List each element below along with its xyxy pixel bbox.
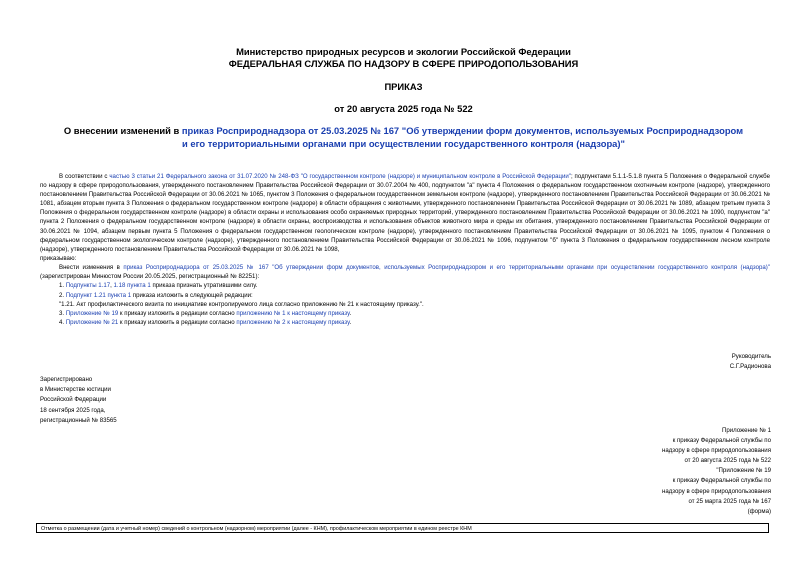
signature-block [611,352,771,372]
registration-line-5: регистрационный № 83565 [40,416,117,424]
ministry-name: Министерство природных ресурсов и экологии Российской Федерации [236,46,571,57]
item3-number: 3. [59,309,66,317]
doc-title [60,125,747,150]
registration-line-2: в Министерстве юстиции [40,386,111,394]
subpoint-118-link[interactable]: 1.18 пункта 1 [113,282,151,290]
appendix-line-4: от 20 августа 2025 года № 522 [684,457,771,465]
appendix-line-2: к приказу Федеральной службы по [672,437,771,445]
item4-end: . [349,318,352,326]
appendix-line-9: (форма) [747,507,771,515]
prikazyvayu: приказываю: [40,254,77,262]
appendix-21-link[interactable]: Приложение № 21 [65,318,119,326]
list-item-3 [40,309,770,318]
order-167-link[interactable]: приказ Росприроднадзора от 25.03.2025 № 167 "Об утверждении форм документов, используемых Росприроднадзором и его территориальными органами при осуществлении государственного контроля (надзора)" [123,264,770,272]
appendix-19-link[interactable]: Приложение № 19 [65,309,119,317]
doc-type: ПРИКАЗ [384,81,423,92]
item2-number: 2. [59,291,66,299]
appendix-1-link[interactable]: приложению № 1 к настоящему приказу [236,309,350,317]
item4-text: к приказу изложить в редакции согласно [118,318,237,326]
signature-position: Руководитель [731,353,771,360]
service-name: ФЕДЕРАЛЬНАЯ СЛУЖБА ПО НАДЗОРУ В СФЕРЕ ПРИРОДОПОЛЬЗОВАНИЯ [228,58,579,69]
appendix-line-3: надзору в сфере природопользования [661,447,771,455]
list-item-2 [40,291,770,300]
appendix-2-link[interactable]: приложению № 2 к настоящему приказу [236,318,350,326]
subpoint-117-link[interactable]: Подпункты 1.17 [65,282,111,290]
appendix-line-6: к приказу Федеральной службы по [672,477,771,485]
item1-text: приказа признать утратившими силу. [150,282,258,290]
item3-text: к приказу изложить в редакции согласно [118,309,237,317]
para1-text-1: В соответствии с [59,173,110,180]
list-item-1 [40,281,770,290]
registration-line-1: Зарегистрировано [40,376,93,383]
doc-date-number: от 20 августа 2025 года № 522 [334,103,473,114]
law-248-link[interactable]: частью 3 статьи 21 Федерального закона от 31.07.2020 № 248-ФЗ "О государственном контроле (надзоре) и муниципальном контроле в Российской Федерации" [109,173,571,180]
title-prefix: О внесении изменений в [63,125,182,136]
quote-new-text: "1.21. Акт профилактического визита по инициативе контролируемого лица согласно приложению № 21 к настоящему приказу.". [59,300,424,308]
para1-text-2: ; подпунктами 5.1.1-5.1.8 пункта 5 Положения о Федеральной службе по надзору в сфере природопользования, утвержденного постановлением Правительства Российской Федерации от 30.07.2004 № 400, подпунктом "а" пункта 4 Положения о федеральном государственном охотничьем контроле (надзоре), утвержденного постановлением Правительства Российской Федерации от 30.06.2021 № 1065, пунктом 3 Положения о федеральном государственном земельном контроле (надзоре), утвержденного постановлением Правительства Российской Федерации от 30.06.2021 № 1081, абзацем вторым пункта 3 Положения о федеральном государственном контроле (надзоре) в области обращения с животными, утвержденного постановлением Правительства Российской Федерации от 30.06.2021 № 1089, абзацем третьим пункта 3 Положения о федеральном государственном контроле (надзоре) в области охраны и использования особо охраняемых природных территорий, утвержденного постановлением Правительства Российской Федерации от 30.06.2021 № 1090, подпунктом "а" пункта 2 Положения о федеральном государственном контроле (надзоре) в области охраны, воспроизводства и использования объектов животного мира и среды их обитания, утвержденного постановлением Правительства Российской Федерации от 30.06.2021 № 1094, абзацем первым пункта 5 Положения о федеральном государственном геологическом контроле (надзоре), утвержденного постановлением Правительства Российской Федерации от 30.06.2021 № 1095, пунктом 4 Положения о федеральном государственном экологическом контроле (надзоре), утвержденного постановлением Правительства Российской Федерации от 30.06.2021 № 1096, подпунктом "б" пункта 3 Положения о федеральном государственном лесном контроле (надзоре), утвержденного постановлением Правительства Российской Федерации от 30.06.2021 № 1098, [40,173,770,253]
item2-text: приказа изложить в следующей редакции: [131,291,253,299]
registration-line-3: Российской Федерации [40,396,107,404]
appendix-header [611,426,771,517]
registry-mark-box: Отметка о размещении (дата и учетный номер) сведений о контрольном (надзорном) мероприятии (далее - КНМ), профилактическом мероприятии в едином реестре КНМ [36,523,769,533]
appendix-line-5: "Приложение № 19 [716,467,771,475]
para2-text-2: (зарегистрирован Минюстом России 20.05.2025, регистрационный № 82251): [40,273,260,281]
appendix-line-7: надзору в сфере природопользования [661,487,771,495]
list-item-4 [40,318,770,327]
signature-name: С.Г.Радионова [729,363,771,371]
paragraph-basis [40,172,770,254]
doc-body [40,172,770,327]
paragraph-changes [40,263,770,281]
appendix-line-8: от 25 марта 2025 года № 167 [688,497,771,505]
subpoint-121-link[interactable]: Подпункт 1.21 пункта 1 [65,291,132,299]
registration-line-4: 18 сентября 2025 года, [40,406,106,414]
item4-number: 4. [59,318,66,326]
item1-sep: , [110,282,114,290]
para2-text-1: Внести изменения в [59,264,124,272]
title-link[interactable]: приказ Росприроднадзора от 25.03.2025 № 167 "Об утверждении форм документов, используемых Росприроднадзором и его территориальными органами при осуществлении государственного контроля (надзора)" [181,125,744,149]
item1-number: 1. [59,282,66,290]
registration-block [40,375,180,426]
item3-end: . [349,309,352,317]
appendix-line-1: Приложение № 1 [721,427,771,434]
